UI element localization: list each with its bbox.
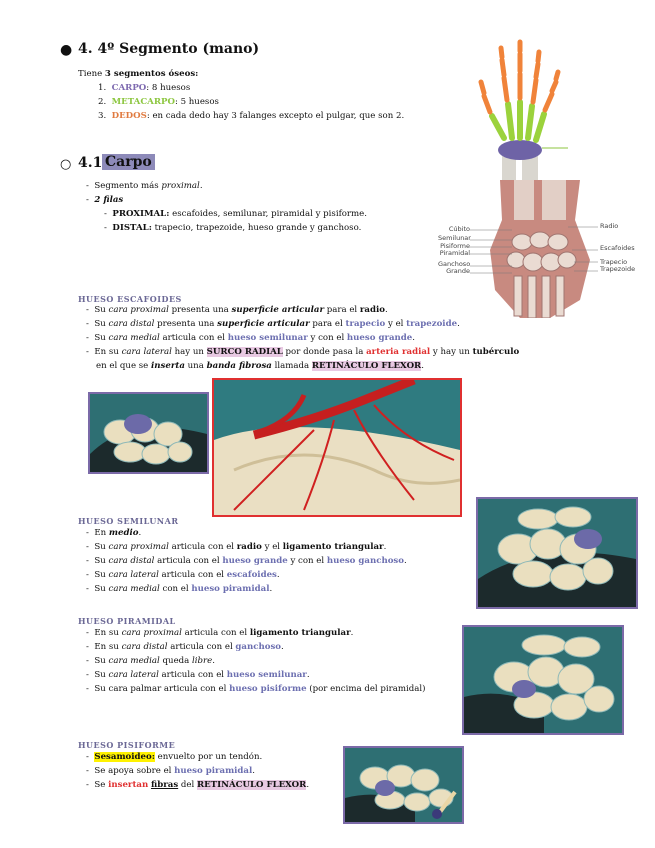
wrist-label: Cúbito (448, 225, 470, 233)
wrist-label: Semilunar (438, 234, 471, 243)
wrist-label: Trapezoide (600, 265, 636, 274)
text-line: en el que se inserta una banda fibrosa llamada RETINÁCULO FLEXOR. (96, 361, 424, 371)
text-line: - Su cara lateral articula con el hueso semilunar. (86, 670, 310, 680)
section-heading: HUESO PISIFORME (78, 740, 176, 750)
sub-bullet: ○ (60, 157, 72, 172)
section-heading: HUESO PIRAMIDAL (78, 616, 176, 626)
text-line: - En su cara proximal articula con el ligamento triangular. (86, 628, 354, 638)
text-line: - Se apoya sobre el hueso piramidal. (86, 766, 256, 776)
pisiforme-3d-image (343, 746, 464, 824)
subsection-number: 4.1 (78, 155, 103, 171)
section-title: 4. 4º Segmento (mano) (78, 41, 260, 57)
text-line: - Sesamoideo: envuelto por un tendón. (86, 752, 263, 762)
text-line: - En su cara lateral hay un SURCO RADIAL por donde pasa la arteria radial y hay un tubérculo (86, 347, 520, 357)
semilunar-3d-image (476, 497, 638, 609)
wrist-label: Ganchoso (438, 259, 471, 268)
text-line: - En medio. (86, 528, 142, 538)
text-line: - Su cara proximal articula con el radio y el ligamento triangular. (86, 542, 387, 552)
row-item: - PROXIMAL: escafoides, semilunar, piramidal y pisiforme. (104, 209, 368, 219)
wrist-label: Pisiforme (440, 241, 470, 250)
list-item: 3. DEDOS: en cada dedo hay 3 falanges excepto el pulgar, que son 2. (98, 111, 405, 121)
hand-skeleton-image (478, 38, 568, 180)
intro-text: Tiene 3 segmentos óseos: (78, 69, 199, 79)
bullet: ● (60, 42, 73, 58)
text-line: - Su cara lateral articula con el escafoides. (86, 570, 280, 580)
wrist-label: Grande (446, 267, 470, 276)
section-heading: HUESO ESCAFOIDES (78, 294, 182, 304)
wrist-label: Piramidal (439, 249, 470, 258)
text-line: - Su cara proximal presenta una superficie articular para el radio. (86, 305, 388, 315)
subsection-title: Carpo (102, 154, 155, 170)
text-line: - Se insertan fibras del RETINÁCULO FLEXOR. (86, 780, 310, 790)
piramidal-3d-image (462, 625, 624, 735)
text-line: - En su cara distal articula con el ganchoso. (86, 642, 284, 652)
text-line: - Su cara distal presenta una superficie articular para el trapecio y el trapezoide. (86, 319, 460, 329)
wrist-label: Escafoides (600, 244, 635, 253)
text-line: - Su cara medial articula con el hueso semilunar y con el hueso grande. (86, 333, 416, 343)
text-line: - Su cara medial queda libre. (86, 656, 215, 666)
section-heading: HUESO SEMILUNAR (78, 516, 179, 526)
row-item: - DISTAL: trapecio, trapezoide, hueso grande y ganchoso. (104, 223, 362, 233)
text-line: - Su cara palmar articula con el hueso pisiforme (por encima del piramidal) (86, 684, 426, 694)
surco-radial-image (212, 378, 462, 517)
list-item: 2. METACARPO: 5 huesos (98, 97, 219, 107)
text-line: - Su cara distal articula con el hueso grande y con el hueso ganchoso. (86, 556, 407, 566)
wrist-labels-right (600, 223, 635, 274)
carpus-3d-image-small (88, 392, 209, 474)
point: - 2 filas (86, 195, 124, 205)
text-line: - Su cara medial con el hueso piramidal. (86, 584, 273, 594)
wrist-label: Trapecio (600, 257, 628, 266)
list-item: 1. CARPO: 8 huesos (98, 83, 191, 93)
point: - Segmento más proximal. (86, 181, 203, 191)
wrist-labels-left (438, 226, 470, 275)
wrist-label: Radio (600, 222, 619, 230)
